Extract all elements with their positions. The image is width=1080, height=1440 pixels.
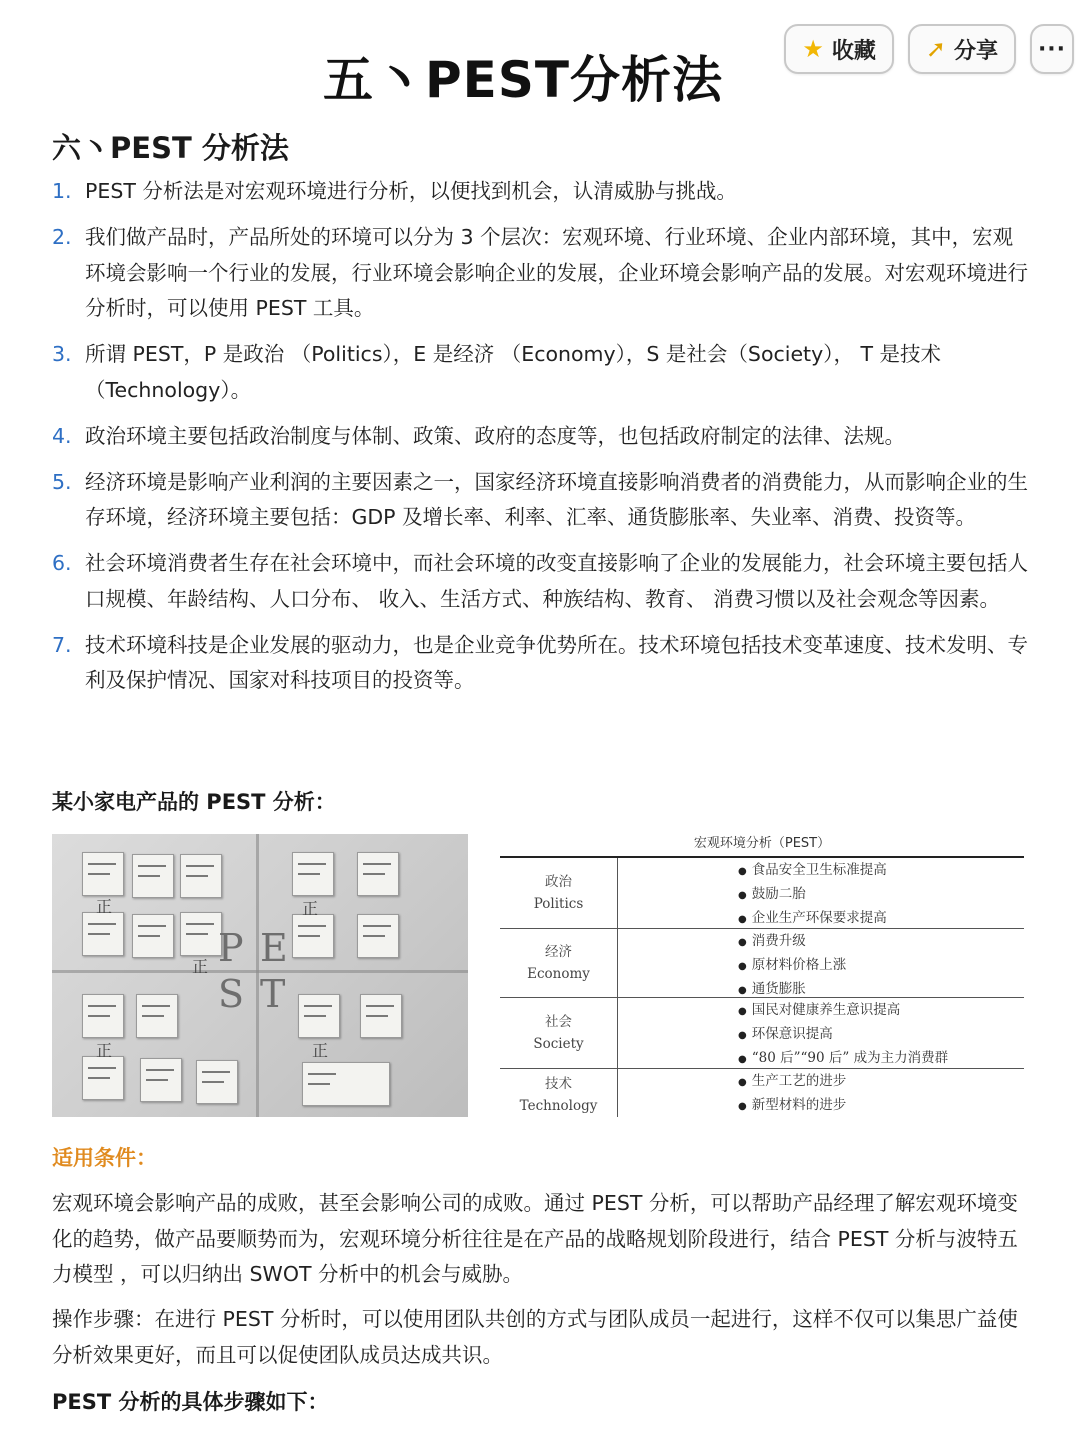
list-item <box>52 220 1028 327</box>
sticky-note <box>357 852 399 896</box>
sticky-note <box>302 1062 390 1106</box>
list-number: 2. <box>52 225 72 249</box>
pest-item: ● 鼓励二胎 <box>738 883 1024 907</box>
pest-items <box>618 929 1024 997</box>
pest-items <box>618 1069 1024 1117</box>
page-title: 五丶PEST分析法 <box>323 51 723 109</box>
sticky-note <box>140 1058 182 1102</box>
list-item <box>52 337 1028 408</box>
sticky-note <box>298 994 340 1038</box>
photo-letter-p: P <box>218 926 244 970</box>
list-text: PEST 分析法是对宏观环境进行分析，以便找到机会，认清威胁与挑战。 <box>85 179 737 203</box>
list-text: 政治环境主要包括政治制度与体制、政策、政府的态度等，也包括政府制定的法律、法规。 <box>85 423 905 448</box>
whiteboard-photo <box>52 834 468 1117</box>
pest-table <box>500 834 1024 1117</box>
section-heading: 六丶PEST 分析法 <box>52 131 289 165</box>
share-arrow-icon: ➚ <box>925 35 946 63</box>
favorite-button[interactable] <box>784 24 894 74</box>
share-label: 分享 <box>953 38 998 64</box>
list-item <box>52 546 1028 617</box>
sticky-note <box>292 852 334 896</box>
sticky-note <box>132 854 174 898</box>
pest-item: ● 国民对健康养生意识提高 <box>738 999 1024 1023</box>
pest-points-list <box>52 174 1028 709</box>
pest-category <box>500 998 618 1068</box>
tally-mark: 正 <box>96 897 113 916</box>
sticky-note <box>292 914 334 958</box>
pest-category <box>500 1069 618 1117</box>
share-button[interactable] <box>908 24 1016 74</box>
category-en: Politics <box>533 896 584 912</box>
category-zh: 社会 <box>545 1014 572 1030</box>
conditions-paragraph: 宏观环境会影响产品的成败，甚至会影响公司的成败。通过 PEST 分析，可以帮助产品经理了解宏观环境变化的趋势，做产品要顺势而为，宏观环境分析往往是在产品的战略规划阶段进行，结合 PEST 分析与波特五力模型 ，可以归纳出 SWOT 分析中的机会与威胁。 <box>52 1191 1018 1286</box>
list-item <box>52 419 1028 455</box>
pest-row-economy <box>500 929 1024 998</box>
sticky-note <box>82 852 124 896</box>
pest-item: ● 食品安全卫生标准提高 <box>738 859 1024 883</box>
pest-table-header: 宏观环境分析（PEST） <box>500 834 1024 858</box>
category-en: Economy <box>527 966 590 982</box>
list-text: 社会环境消费者生存在社会环境中，而社会环境的改变直接影响了企业的发展能力，社会环境主要包括人口规模、年龄结构、人口分布、 收入、生活方式、种族结构、教育、 消费习惯以及社会观念等因素。 <box>85 551 1028 611</box>
list-item <box>52 628 1028 699</box>
pest-item: ● 通货膨胀 <box>738 978 1024 1002</box>
list-number: 5. <box>52 469 72 494</box>
list-number: 6. <box>52 551 72 575</box>
pest-item: ● 企业生产环保要求提高 <box>738 907 1024 931</box>
photo-letter-e: E <box>260 926 288 970</box>
tally-mark: 正 <box>302 899 319 918</box>
sticky-note <box>357 914 399 958</box>
list-text: 我们做产品时，产品所处的环境可以分为 3 个层次：宏观环境、行业环境、企业内部环境，其中，宏观环境会影响一个行业的发展，行业环境会影响企业的发展，企业环境会影响产品的发展。对宏观环境进行分析时，可以使用 PEST 工具。 <box>85 225 1028 320</box>
photo-letter-t: T <box>260 972 286 1016</box>
list-text: 所谓 PEST，P 是政治 （Politics），E 是经济 （Economy），S 是社会（Society）， T 是技术（Technology）。 <box>85 342 942 402</box>
tally-mark: 正 <box>96 1041 113 1060</box>
tally-mark: 正 <box>192 957 209 976</box>
pest-item: ● “80 后”“90 后” 成为主力消费群 <box>738 1047 1024 1071</box>
category-en: Technology <box>519 1098 598 1114</box>
list-text: 经济环境是影响产业利润的主要因素之一，国家经济环境直接影响消费者的消费能力，从而影响企业的生存环境，经济环境主要包括：GDP 及增长率、利率、汇率、通货膨胀率、失业率、消费、投资等。 <box>85 469 1028 529</box>
sticky-note <box>82 994 124 1038</box>
pest-category <box>500 858 618 928</box>
favorite-label: 收藏 <box>831 38 876 64</box>
pest-row-politics <box>500 858 1024 929</box>
pest-item: ● 生产工艺的进步 <box>738 1070 1024 1094</box>
top-actions <box>784 24 1074 74</box>
photo-letter-s: S <box>218 972 245 1016</box>
category-zh: 经济 <box>545 944 572 960</box>
pest-category <box>500 929 618 997</box>
more-icon: ··· <box>1037 36 1067 62</box>
sticky-note <box>360 994 402 1038</box>
pest-items <box>618 858 1024 928</box>
list-item <box>52 174 1028 210</box>
steps-paragraph: 操作步骤：在进行 PEST 分析时，可以使用团队共创的方式与团队成员一起进行，这样不仅可以集思广益使分析效果更好，而且可以促使团队成员达成共识。 <box>52 1307 1018 1367</box>
sticky-note <box>136 994 178 1038</box>
pest-item: ● 消费升级 <box>738 930 1024 954</box>
category-zh: 政治 <box>545 874 572 890</box>
sticky-note <box>180 912 222 956</box>
list-number: 4. <box>52 423 72 448</box>
list-number: 7. <box>52 632 72 657</box>
sticky-note <box>196 1060 238 1104</box>
category-en: Society <box>533 1036 584 1052</box>
list-number: 3. <box>52 342 72 366</box>
list-number: 1. <box>52 179 72 203</box>
star-icon: ★ <box>802 35 824 63</box>
pest-item: ● 新型材料的进步 <box>738 1094 1024 1117</box>
tally-mark: 正 <box>312 1041 329 1060</box>
quadrant-divider-vertical <box>256 834 259 1117</box>
pest-row-society <box>500 998 1024 1069</box>
pest-item: ● 环保意识提高 <box>738 1023 1024 1047</box>
conditions-heading: 适用条件： <box>52 1146 157 1170</box>
category-zh: 技术 <box>545 1076 572 1092</box>
more-button[interactable] <box>1030 24 1074 74</box>
pest-item: ● 原材料价格上涨 <box>738 954 1024 978</box>
sticky-note <box>180 854 222 898</box>
example-heading: 某小家电产品的 PEST 分析： <box>52 790 336 814</box>
list-item <box>52 465 1028 536</box>
sticky-note <box>82 1056 124 1100</box>
list-text: 技术环境科技是企业发展的驱动力，也是企业竞争优势所在。技术环境包括技术变革速度、技术发明、专利及保护情况、国家对科技项目的投资等。 <box>85 632 1028 692</box>
steps-heading: PEST 分析的具体步骤如下： <box>52 1390 329 1414</box>
sticky-note <box>132 914 174 958</box>
pest-row-technology <box>500 1069 1024 1117</box>
pest-items <box>618 998 1024 1068</box>
sticky-note <box>82 912 124 956</box>
